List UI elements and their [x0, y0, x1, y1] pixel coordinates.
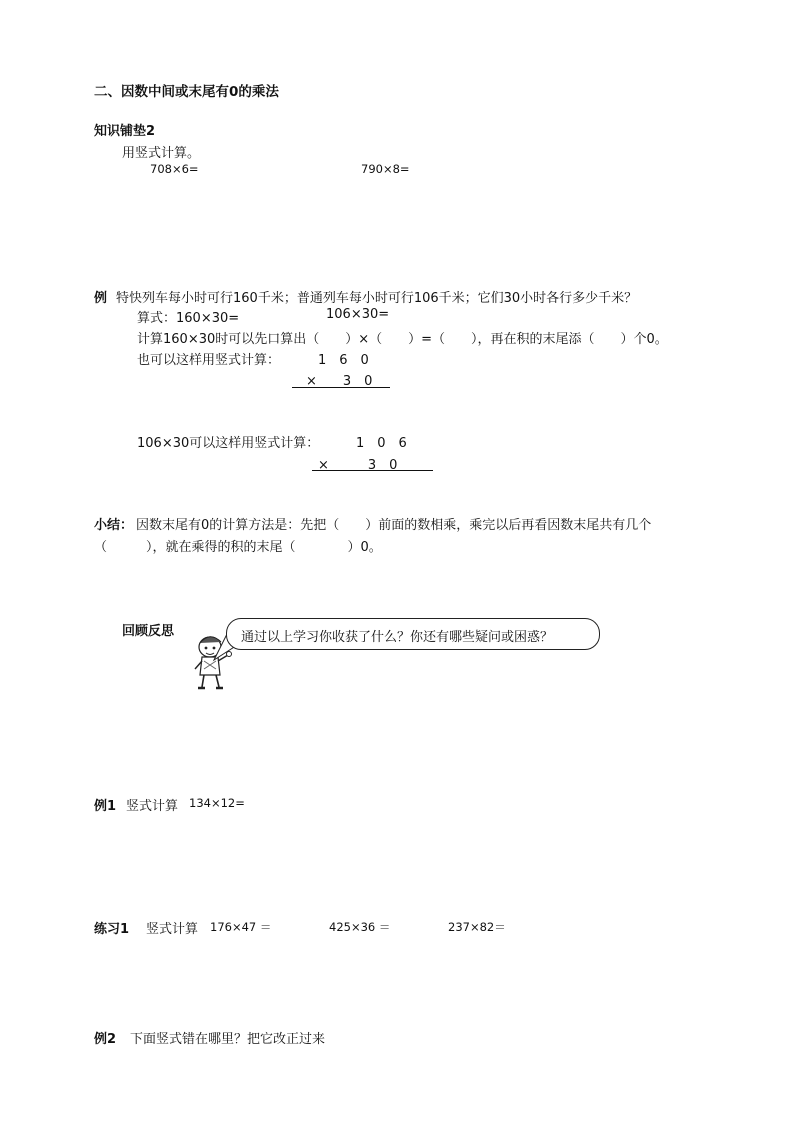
prep-problem-1: 708×6=	[150, 162, 199, 176]
example-2-label: 例2	[94, 1032, 117, 1047]
summary-label: 小结：	[94, 518, 134, 533]
vertical-2-top: 1 0 6	[356, 436, 407, 451]
practice-1-text: 竖式计算	[146, 922, 199, 937]
summary-line-1: 因数末尾有0的计算方法是：先把（ ）前面的数相乘，乘完以后再看因数末尾共有几个	[136, 518, 652, 533]
vertical-intro: 也可以这样用竖式计算：	[137, 353, 281, 368]
prep-problem-2: 790×8=	[361, 162, 410, 176]
vertical-2-bottom: × 3 0	[318, 458, 398, 473]
vertical-1-bottom: × 3 0	[306, 374, 373, 389]
example-1-text: 竖式计算	[126, 799, 179, 814]
section-heading: 二、因数中间或末尾有0的乘法	[94, 84, 279, 100]
practice-1-problem-2: 425×36 ＝	[329, 920, 391, 934]
prep-title: 知识铺垫2	[94, 124, 156, 139]
example-1-label: 例1	[94, 799, 117, 814]
example-question: 特快列车每小时可行160千米；普通列车每小时可行106千米；它们30小时各行多少千米？	[116, 291, 638, 306]
example-1-problem: 134×12=	[189, 796, 245, 810]
summary-line-2: （ ），就在乘得的积的末尾（ ）0。	[94, 540, 382, 555]
vertical-2-intro: 106×30可以这样用竖式计算：	[137, 436, 320, 451]
vertical-1-top: 1 6 0	[318, 353, 369, 368]
example-oral-calc: 计算160×30时可以先口算出（ ）×（ ）=（ ），再在积的末尾添（ ）个0。	[137, 332, 668, 347]
practice-1-problem-1: 176×47 ＝	[210, 920, 272, 934]
speech-bubble	[226, 618, 600, 650]
practice-1-problem-3: 237×82＝	[448, 920, 506, 934]
prep-instruction: 用竖式计算。	[122, 146, 201, 161]
vertical-1-rule	[292, 387, 390, 388]
example-label: 例	[94, 291, 108, 306]
example-formula-2: 106×30=	[326, 307, 390, 322]
practice-1-label: 练习1	[94, 922, 130, 937]
example-formula-1: 算式：160×30=	[137, 311, 240, 326]
example-2-text: 下面竖式错在哪里？把它改正过来	[130, 1032, 326, 1047]
reflection-title: 回顾反思	[122, 624, 175, 639]
speech-bubble-text: 通过以上学习你收获了什么？你还有哪些疑问或困惑？	[241, 630, 554, 645]
vertical-2-rule	[312, 470, 433, 471]
